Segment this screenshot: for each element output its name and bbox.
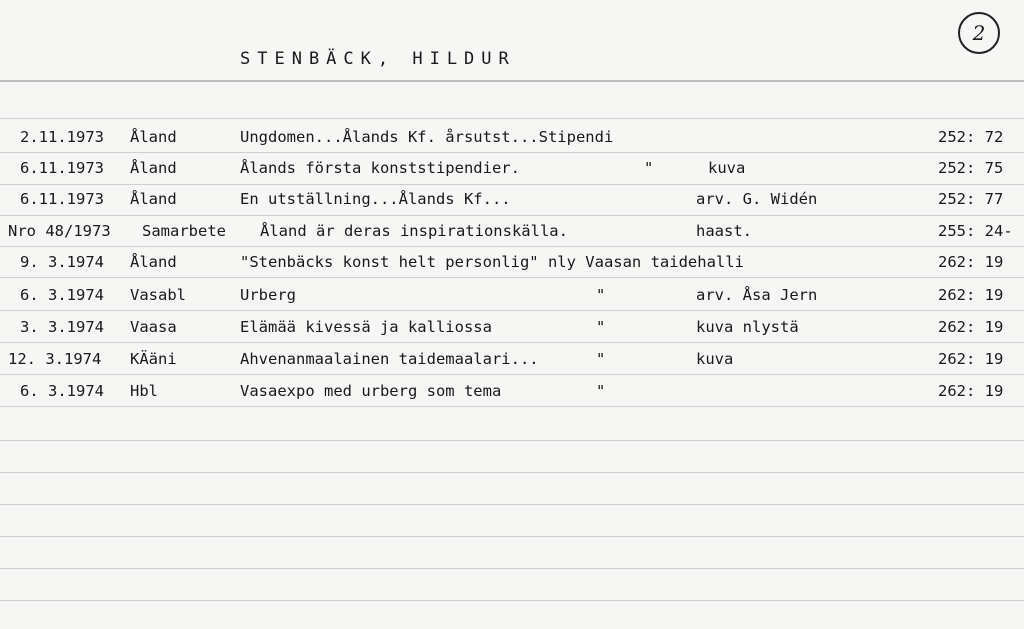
entry-ref: 252: 77 — [938, 190, 1004, 208]
entry-ditto: " — [596, 318, 606, 336]
entry-ref: 252: 75 — [938, 159, 1004, 177]
entry-title: Ungdomen...Ålands Kf. årsutst...Stipendi — [240, 128, 614, 146]
rule-line — [0, 504, 1024, 505]
entry-row — [0, 190, 1024, 220]
entry-source: Vasabl — [130, 286, 186, 304]
entry-note: arv. G. Widén — [696, 190, 818, 208]
rule-line — [0, 472, 1024, 473]
entry-date: 9. 3.1974 — [20, 253, 104, 271]
entry-source: Vaasa — [130, 318, 177, 336]
entry-ditto: " — [596, 350, 606, 368]
entry-date: 6. 3.1974 — [20, 286, 104, 304]
entry-title: Åland är deras inspirationskälla. — [260, 222, 568, 240]
entry-ditto: " — [596, 382, 606, 400]
entry-date: 6.11.1973 — [20, 159, 104, 177]
entry-ditto: " — [644, 159, 654, 177]
entry-ref: 255: 24- — [938, 222, 1013, 240]
entry-note: kuva — [708, 159, 746, 177]
entry-row — [0, 318, 1024, 348]
header-rule — [0, 80, 1024, 82]
entry-ref: 262: 19 — [938, 253, 1004, 271]
entry-title: Ålands första konststipendier. — [240, 159, 520, 177]
entry-date: 6.11.1973 — [20, 190, 104, 208]
entry-source: Åland — [130, 159, 177, 177]
entry-source: KÄäni — [130, 350, 177, 368]
entry-row — [0, 128, 1024, 158]
entry-title: Elämää kivessä ja kalliossa — [240, 318, 492, 336]
entry-ref: 262: 19 — [938, 286, 1004, 304]
entry-note: kuva nlystä — [696, 318, 799, 336]
entry-row — [0, 159, 1024, 189]
entry-row — [0, 286, 1024, 316]
entry-source: Åland — [130, 128, 177, 146]
entry-date: 12. 3.1974 — [8, 350, 102, 368]
entry-title: Vasaexpo med urberg som tema — [240, 382, 502, 400]
entry-ref: 262: 19 — [938, 382, 1004, 400]
entry-source: Hbl — [130, 382, 158, 400]
card-number: 2 — [958, 12, 1000, 54]
entry-row — [0, 382, 1024, 412]
entry-title: Urberg — [240, 286, 296, 304]
entry-ref: 262: 19 — [938, 318, 1004, 336]
rule-line — [0, 600, 1024, 601]
entry-title: En utställning...Ålands Kf... — [240, 190, 511, 208]
entry-ref: 262: 19 — [938, 350, 1004, 368]
entry-note: haast. — [696, 222, 752, 240]
entry-date: Nro 48/1973 — [8, 222, 111, 240]
entry-row — [0, 222, 1024, 252]
rule-line — [0, 440, 1024, 441]
entry-source: Åland — [130, 190, 177, 208]
entry-date: 3. 3.1974 — [20, 318, 104, 336]
rule-line — [0, 536, 1024, 537]
entry-row — [0, 350, 1024, 380]
entry-title: "Stenbäcks konst helt personlig" nly Vaasan taidehalli — [240, 253, 744, 271]
entry-row — [0, 253, 1024, 283]
entry-note: arv. Åsa Jern — [696, 286, 818, 304]
entry-source: Åland — [130, 253, 177, 271]
entry-date: 2.11.1973 — [20, 128, 104, 146]
entry-ditto: " — [596, 286, 606, 304]
entry-source: Samarbete — [142, 222, 226, 240]
entry-ref: 252: 72 — [938, 128, 1004, 146]
rule-line — [0, 568, 1024, 569]
entry-date: 6. 3.1974 — [20, 382, 104, 400]
entry-title: Ahvenanmaalainen taidemaalari... — [240, 350, 539, 368]
entry-note: kuva — [696, 350, 734, 368]
card-name: STENBÄCK, HILDUR — [240, 49, 516, 69]
rule-line — [0, 118, 1024, 119]
